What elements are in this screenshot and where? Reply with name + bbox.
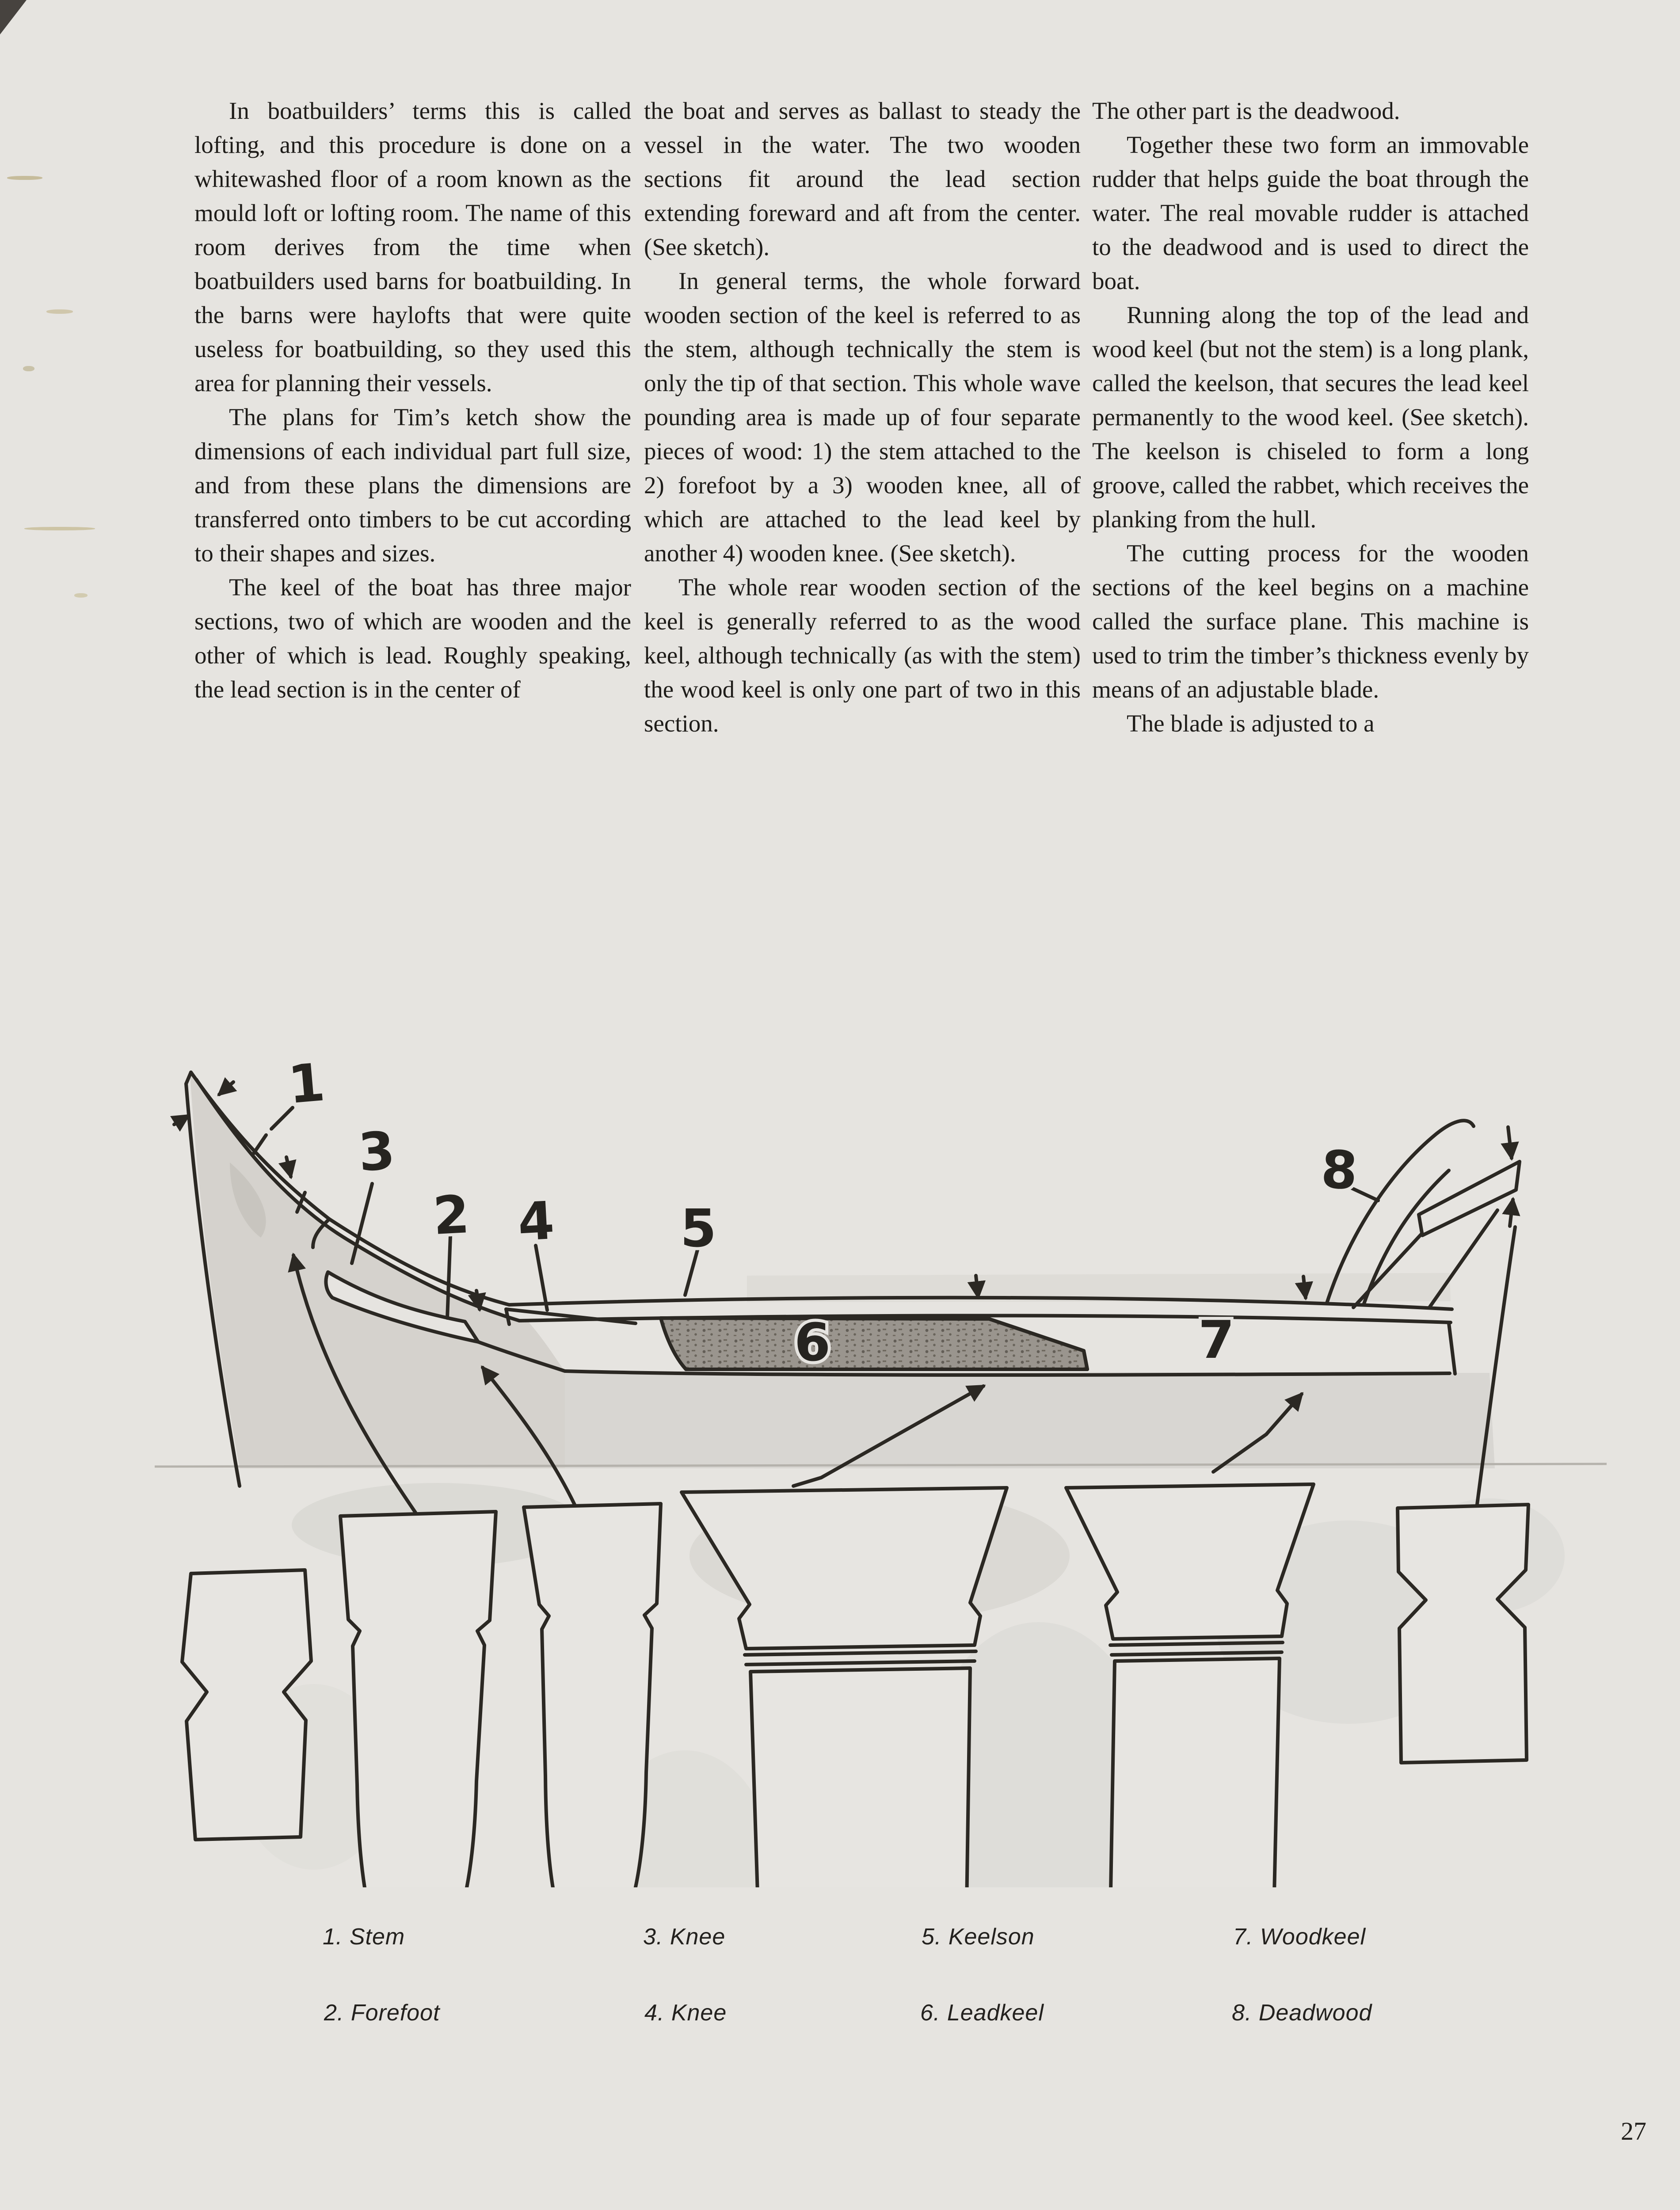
legend-item: 8. Deadwood [1232, 2000, 1372, 2026]
paragraph: The plans for Tim’s ketch show the dimensions of each individual part full size, and from these plans the dimensions are transferred onto timbers to be cut according to their shapes and sizes. [194, 404, 631, 567]
paragraph: the boat and serves as ballast to steady the vessel in the water. The two wooden sections fit around the lead section extending foreward and aft from the center. (See sketch). [644, 97, 1081, 260]
article-column-1 [194, 94, 631, 706]
paragraph: The cutting process for the wooden sections of the keel begins on a machine called the surface plane. This machine is used to trim the timber’s thickness evenly by means of an adjustable blade. [1092, 540, 1529, 703]
figure-label-5: 5 [680, 1198, 717, 1259]
scan-corner-artifact [0, 0, 27, 34]
figure-label-3: 3 [356, 1120, 397, 1183]
figure-label-1: 1 [286, 1051, 328, 1116]
keel-sketch-figure [128, 1030, 1666, 1887]
keel-sketch-image [128, 1030, 1666, 1887]
section-leadkeel-top [682, 1488, 1007, 1649]
figure-label-4: 4 [516, 1190, 556, 1253]
section-woodkeel-body [1110, 1658, 1280, 1887]
section-forefoot [340, 1512, 496, 1887]
figure-label-7: 7 [1198, 1309, 1235, 1370]
article-column-2 [644, 94, 1081, 740]
legend-item: 4. Knee [644, 2000, 727, 2026]
legend-item: 1. Stem [323, 1924, 405, 1950]
legend-item: 2. Forefoot [324, 2000, 440, 2026]
page-number: 27 [1621, 2117, 1646, 2145]
paper-speck [46, 309, 73, 314]
paper-speck [24, 527, 95, 530]
section-stem [182, 1570, 311, 1840]
paragraph: The blade is adjusted to a [1127, 710, 1375, 737]
paper-speck [23, 366, 34, 371]
figure-label-6: 6 [794, 1312, 831, 1373]
paper-speck [74, 593, 88, 598]
legend-item: 7. Woodkeel [1233, 1924, 1366, 1950]
section-leadkeel-body [750, 1668, 970, 1887]
paragraph: The whole rear wooden section of the keel is generally referred to as the wood keel, although technically (as with the stem) the wood keel is only one part of two in this section. [644, 574, 1081, 737]
paragraph: Running along the top of the lead and wood keel (but not the stem) is a long plank, called the keelson, that secures the lead keel permanently to the wood keel. (See sketch). The keelson is chiseled to form a long groove, called the rabbet, which receives the planking from the hull. [1092, 301, 1529, 533]
figure-label-2: 2 [431, 1184, 471, 1247]
paper-speck [7, 176, 42, 180]
legend-item: 5. Keelson [922, 1924, 1035, 1950]
paragraph: The other part is the deadwood. [1092, 97, 1400, 124]
legend-item: 6. Leadkeel [920, 2000, 1044, 2026]
legend-item: 3. Knee [643, 1924, 726, 1950]
section-knee [524, 1504, 661, 1887]
article-column-3 [1092, 94, 1529, 740]
paragraph: In general terms, the whole forward wooden section of the keel is referred to as the stem, although technically the stem is only the tip of that section. This whole wave pounding area is made up of four separate pieces of wood: 1) the stem attached to the 2) forefoot by a 3) wooden knee, all of which are attached to the lead keel by another 4) wooden knee. (See sketch). [644, 267, 1081, 567]
paragraph: In boatbuilders’ terms this is called lofting, and this procedure is done on a whitewashed floor of a room known as the mould loft or lofting room. The name of this room derives from the time when boatbuilders used barns for boatbuilding. In the barns were haylofts that were quite useless for boatbuilding, so they used this area for planning their vessels. [194, 97, 631, 396]
section-deadwood [1398, 1505, 1528, 1763]
section-woodkeel-top [1066, 1484, 1314, 1639]
paragraph: The keel of the boat has three major sections, two of which are wooden and the other of which is lead. Roughly speaking, the lead section is in the center of [194, 574, 631, 703]
figure-label-8: 8 [1319, 1139, 1359, 1202]
paragraph: Together these two form an immovable rudder that helps guide the boat through the water. The real movable rudder is attached to the deadwood and is used to direct the boat. [1092, 131, 1529, 294]
